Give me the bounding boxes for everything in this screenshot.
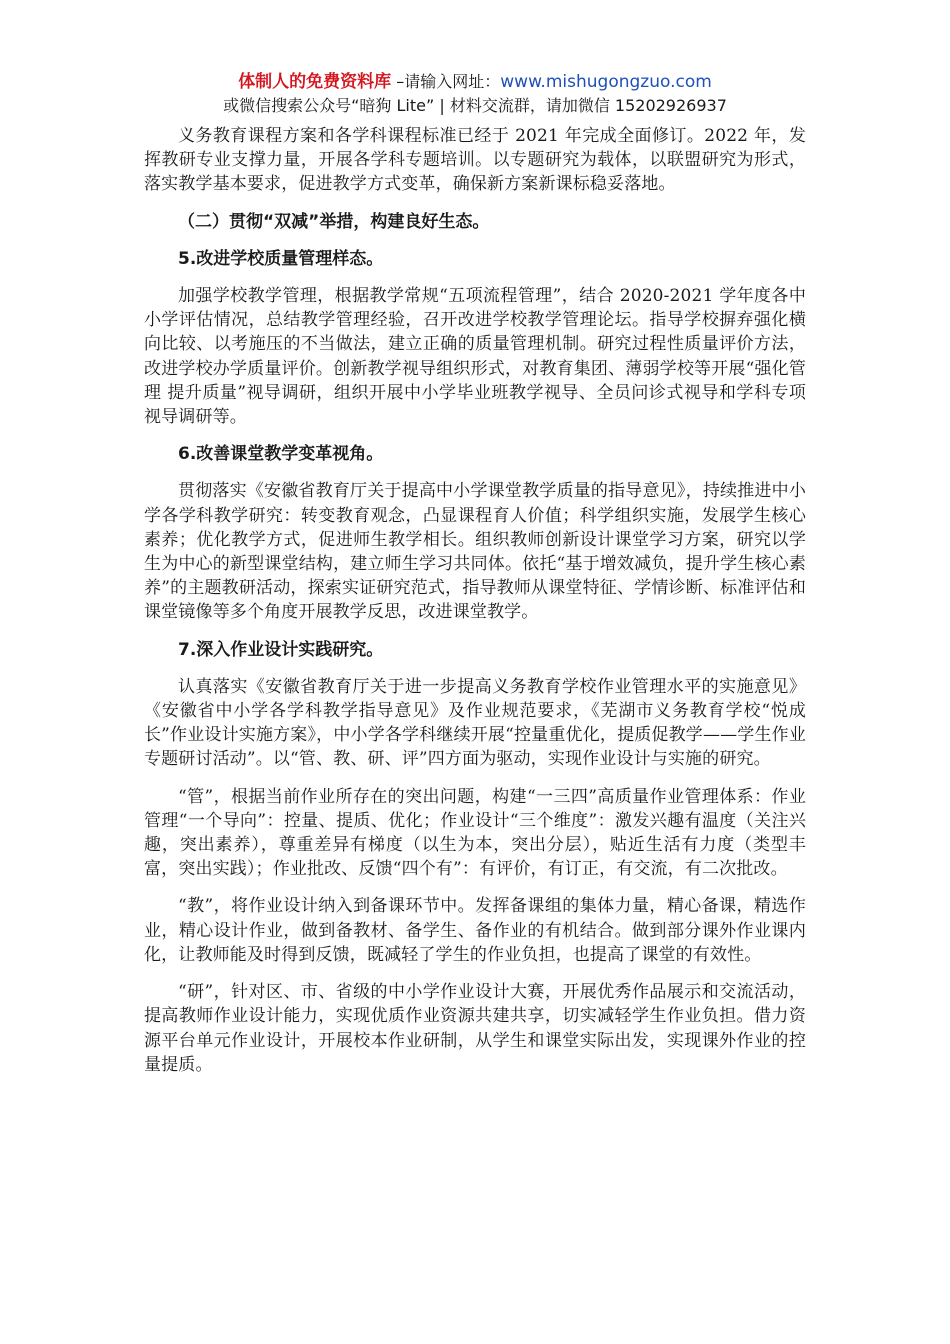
header-line-2: 或微信搜索公众号“暗狗 Lite” | 材料交流群，请加微信 15202926937 — [223, 96, 727, 115]
subheading-7: 7.深入作业设计实践研究。 — [178, 639, 384, 660]
paragraph-homework-design: 认真落实《安徽省教育厅关于进一步提高义务教育学校作业管理水平的实施意见》《安徽省中小学各学科教学指导意见》及作业规范要求，《芜湖市义务教育学校“悦成长”作业设计实施方案》，中小学各学科继续开展“控量重优化，提质促教学——学生作业专题研讨活动”。以“管、教、研、评”四方面为驱动，实现作业设计与实施的研究。 — [144, 676, 806, 770]
paragraph-classroom-teaching: 贯彻落实《安徽省教育厅关于提高中小学课堂教学质量的指导意见》，持续推进中小学各学科教学研究：转变教育观念，凸显课程育人价值；科学组织实施，发展学生核心素养；优化教学方式，促进师生教学相长。组织教师创新设计课堂学习方案，研究以学生为中心的新型课堂结构，建立师生学习共同体。依托“基于增效减负，提升学生核心素养”的主题教研活动，探索实证研究范式，指导教师从课堂特征、学情诊断、标准评估和课堂镜像等多个角度开展教学反思，改进课堂教学。 — [144, 481, 806, 623]
page-header — [0, 70, 950, 118]
paragraph-school-management: 加强学校教学管理，根据教学常规“五项流程管理”，结合 2020-2021 学年度各中小学评估情况，总结教学管理经验，召开改进学校教学管理论坛。指导学校摒弃强化横向比较、以考施压的不当做法，建立正确的质量管理机制。研究过程性质量评价方法，改进学校办学质量评价。创新教学视导组织形式，对教育集团、薄弱学校等开展“强化管理 提升质量”视导调研，组织开展中小学毕业班教学视导、全员问诊式视导和学科专项视导调研等。 — [144, 286, 806, 428]
brand-title: 体制人的免费资料库 — [238, 72, 392, 92]
subheading-6: 6.改善课堂教学变革视角。 — [178, 444, 384, 465]
document-body — [144, 124, 806, 1090]
section-heading-double-reduction: （二）贯彻“双减”举措，构建良好生态。 — [178, 211, 490, 232]
paragraph-research: “研”，针对区、市、省级的中小学作业设计大赛，开展优秀作品展示和交流活动，提高教师作业设计能力，实现优质作业资源共建共享，切实减轻学生作业负担。借力资源平台单元作业设计，开展校本作业研制，从学生和课堂实际出发，实现课外作业的控量提质。 — [144, 982, 806, 1075]
website-link[interactable]: www.mishugongzuo.com — [500, 72, 712, 92]
paragraph-management: “管”，根据当前作业所存在的突出问题，构建“一三四”高质量作业管理体系：作业管理“一个导向”：控量、提质、优化；作业设计“三个维度”：激发兴趣有温度（关注兴趣，突出素养），尊重差异有梯度（以生为本，突出分层），贴近生活有力度（类型丰富，突出实践）；作业批改、反馈“四个有”：有评价，有订正，有交流，有二次批改。 — [144, 786, 806, 880]
paragraph-curriculum: 义务教育课程方案和各学科课程标准已经于 2021 年完成全面修订。2022 年，发挥教研专业支撑力量，开展各学科专题培训。以专题研究为载体，以联盟研究为形式，落实教学基本要求，促进教学方式变革，确保新方案新课标稳妥落地。 — [144, 126, 806, 195]
url-prompt: –请输入网址： — [391, 72, 501, 91]
subheading-5: 5.改进学校质量管理样态。 — [178, 248, 384, 269]
paragraph-teaching: “教”，将作业设计纳入到备课环节中。发挥备课组的集体力量，精心备课，精选作业，精心设计作业，做到备教材、备学生、备作业的有机结合。做到部分课外作业课内化，让教师能及时得到反馈，既减轻了学生的作业负担，也提高了课堂的有效性。 — [144, 896, 806, 965]
header-line-1 — [0, 70, 950, 94]
